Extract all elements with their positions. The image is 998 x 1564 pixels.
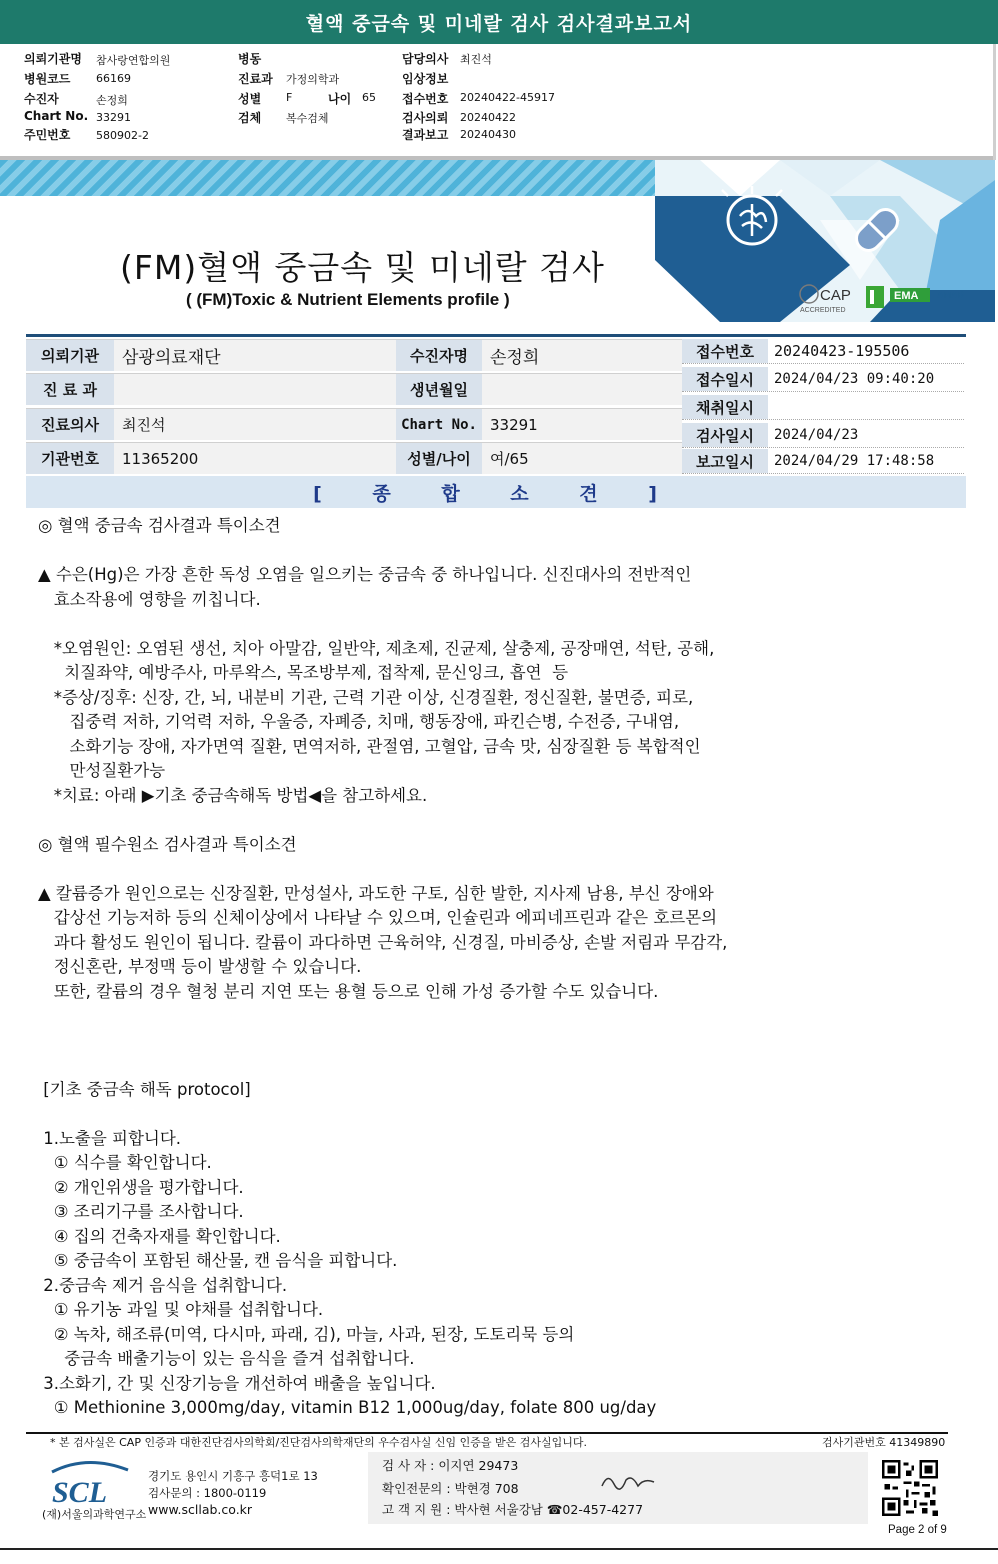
page-title: (FM)혈액 중금속 및 미네랄 검사 [120, 248, 605, 287]
receipt-time-label: 접수일시 [682, 367, 768, 391]
table-row [26, 373, 682, 405]
scl-logo-text: SCL [52, 1476, 108, 1508]
receipt-time-value: 2024/04/23 09:40:20 [774, 371, 935, 387]
report-label: 결과보고 [402, 128, 449, 142]
row-value [114, 374, 396, 405]
row-label: 진 료 과 [26, 374, 114, 405]
collection-time-label: 채취일시 [682, 395, 768, 419]
sex-label: 성별 [238, 92, 262, 106]
report-banner-title: 혈액 중금속 및 미네랄 검사 검사결과보고서 [0, 0, 998, 44]
row-value: 여/65 [490, 450, 529, 468]
row-label: 기관번호 [26, 443, 114, 474]
row-label: 진료의사 [26, 409, 114, 440]
patient-summary-grid [0, 44, 998, 156]
amab-logo [937, 290, 964, 300]
summary-body-text: ◎ 혈액 중금속 검사결과 특이소견 ▲ 수은(Hg)은 가장 흔한 독성 오염을 일으키는 중금속 중 하나입니다. 신진대사의 전반적인 효소작용에 영향을 끼칩니다. *오염원인: 오염된 생선, 치아 아말감, 일반약, 제초제, 진균제, 살충제, 공장매연, 석탄, 공해, 치질좌약, 예방주사, 마루왁스, 목조방부제, 접착제, 문신잉크, 흡연 등 *증상/징후: 신장, 간, 뇌, 내분비 기관, 근력 기관 이상, 신경질환, 정신질환, 불면증, 피로, 집중력 저하, 기억력 저하, 우울증, 자폐증, 치매, 행동장애, 파킨슨병, 수전증, 구내염, 소화기능 장애, 자가면역 질환, 면역저하, 관절염, 고혈압, 금속 맛, 심장질환 등 복합적인 만성질환가능 *치료: 아래 ▶기초 중금속해독 방법◀을 참고하세요. ◎ 혈액 필수원소 검사결과 특이소견 ▲ 칼륨증가 원인으로는 신장질환, 만성설사, 과도한 구토, 심한 발한, 지사제 남용, 부신 장애와 갑상선 기능저하 등의 신체이상에서 나타날 수 있으며, 인슐린과 에피네프린과 같은 호르몬의 과다 활성도 원인이 됩니다. 칼륨이 과다하면 근육허약, 신경질, 마비증상, 손발 저림과 무감각, 정신혼란, 부정맥 등이 발생할 수 있습니다. 또한, 칼륨의 경우 혈청 분리 지연 또는 용혈 등으로 인해 가성 증가할 수도 있습니다. [기초 중금속 해독 protocol] 1.노출을 피합니다. ① 식수를 확인합니다. ② 개인위생을 평가합니다. ③ 조리기구를 조사합니다. ④ 집의 건축자재를 확인합니다. ⑤ 중금속이 포함된 해산물, 캔 음식을 피합니다. 2.중금속 제거 음식을 섭취합니다. ① 유기농 과일 및 야채를 섭취합니다. ② 녹차, 해조류(미역, 다시마, 파래, 김), 마늘, 사과, 된장, 도토리묵 등의 중금속 배출기능이 있는 음식을 즐겨 섭취합니다. 3.소화기, 간 및 신장기능을 개선하여 배출을 높입니다. ① Methionine 3,000mg/day, vitamin B12 1,000ug/day, folate 800 ug/day [38, 516, 728, 1417]
referral-org-value: 참사랑연합의원 [96, 54, 171, 67]
tester-info: 검 사 자 : 이지연 29473 [382, 1458, 519, 1473]
table-top-border [26, 334, 966, 337]
patient-value: 손정희 [96, 94, 128, 107]
table-row [26, 339, 682, 371]
report-time-label: 보고일시 [682, 449, 768, 473]
referral-org-label: 의뢰기관명 [24, 52, 82, 66]
certification-note: * 본 검사실은 CAP 인증과 대한진단검사의학회/진단검사의학재단의 우수검사실 신임 인증을 받은 검사실입니다. [50, 1436, 588, 1449]
lab-org-number: 검사기관번호 41349890 [822, 1436, 946, 1449]
amab-logo-text: AMAB [937, 290, 964, 300]
row-label: 의뢰기관 [26, 340, 114, 371]
receipt-label: 접수번호 [402, 92, 449, 106]
patient-label: 수진자 [24, 92, 59, 106]
test-time-label: 검사일시 [682, 423, 768, 447]
row-value [482, 374, 682, 405]
row-label: Chart No. [396, 409, 482, 440]
row-value: 33291 [490, 415, 538, 434]
qr-code [882, 1460, 938, 1516]
patient-info-table [26, 334, 966, 476]
collection-time-row [682, 394, 964, 420]
receipt-row [682, 338, 964, 364]
doctor-value: 최진석 [460, 53, 492, 66]
report-time-row [682, 448, 964, 474]
signature-mark [598, 1470, 658, 1494]
specimen-value: 복수검체 [286, 112, 329, 125]
request-value: 20240422 [460, 111, 516, 124]
report-time-value: 2024/04/29 17:48:58 [774, 453, 935, 469]
lm-logo [866, 286, 884, 308]
sex-value: F [286, 91, 293, 104]
resident-label: 주민번호 [24, 128, 71, 142]
cap-logo-subtext: ACCREDITED [800, 307, 846, 314]
receipt-value: 20240422-45917 [460, 91, 555, 104]
table-row [26, 408, 682, 440]
support-info: 고 객 지 원 : 박사현 서울강남 ☎02-457-4277 [382, 1502, 644, 1517]
lab-website[interactable]: www.scllab.co.kr [148, 1502, 253, 1517]
hospital-code-value: 66169 [96, 72, 131, 85]
test-time-row [682, 422, 964, 448]
test-time-value: 2024/04/23 [774, 427, 859, 443]
dept-label: 진료과 [238, 72, 273, 86]
lab-address: 경기도 용인시 기흥구 흥덕1로 13 검사문의 : 1800-0119 [148, 1469, 318, 1500]
page-bottom-border [0, 1548, 998, 1550]
chart-value: 33291 [96, 111, 131, 124]
doctor-label: 담당의사 [402, 52, 449, 66]
row-value: 삼광의료재단 [122, 348, 221, 368]
receipt-no-value: 20240423-195506 [774, 342, 910, 360]
lab-name: (재)서울의과학연구소 [42, 1508, 147, 1521]
chart-label: Chart No. [24, 109, 89, 123]
cap-logo-text: CAP [820, 287, 851, 304]
row-value: 손정희 [490, 348, 540, 368]
report-value: 20240430 [460, 128, 516, 141]
ema-logo [890, 288, 930, 302]
row-value: 11365200 [122, 449, 199, 468]
summary-right-edge [993, 44, 996, 160]
resident-value: 580902-2 [96, 129, 149, 142]
specimen-label: 검체 [238, 111, 262, 125]
row-label: 성별/나이 [396, 443, 482, 474]
ward-label: 병동 [238, 52, 262, 66]
page-number: Page 2 of 9 [888, 1524, 947, 1536]
clinical-label: 임상정보 [402, 72, 449, 86]
age-value: 65 [362, 91, 376, 104]
row-label: 생년월일 [396, 374, 482, 405]
ema-logo-text: EMA [894, 290, 919, 302]
summary-heading: [ 종 합 소 견 ] [26, 476, 966, 508]
row-label: 수진자명 [396, 340, 482, 371]
request-label: 검사의뢰 [402, 111, 449, 125]
page-subtitle: ( (FM)Toxic & Nutrient Elements profile ) [186, 290, 510, 309]
row-value: 최진석 [122, 416, 166, 434]
scl-logo [42, 1458, 132, 1508]
age-label: 나이 [328, 92, 352, 106]
specialist-info: 확인전문의 : 박현경 708 [382, 1481, 519, 1496]
hospital-code-label: 병원코드 [24, 72, 71, 86]
table-row [26, 442, 682, 474]
receipt-time-row [682, 366, 964, 392]
dept-value: 가정의학과 [286, 73, 340, 86]
receipt-no-label: 접수번호 [682, 339, 768, 363]
